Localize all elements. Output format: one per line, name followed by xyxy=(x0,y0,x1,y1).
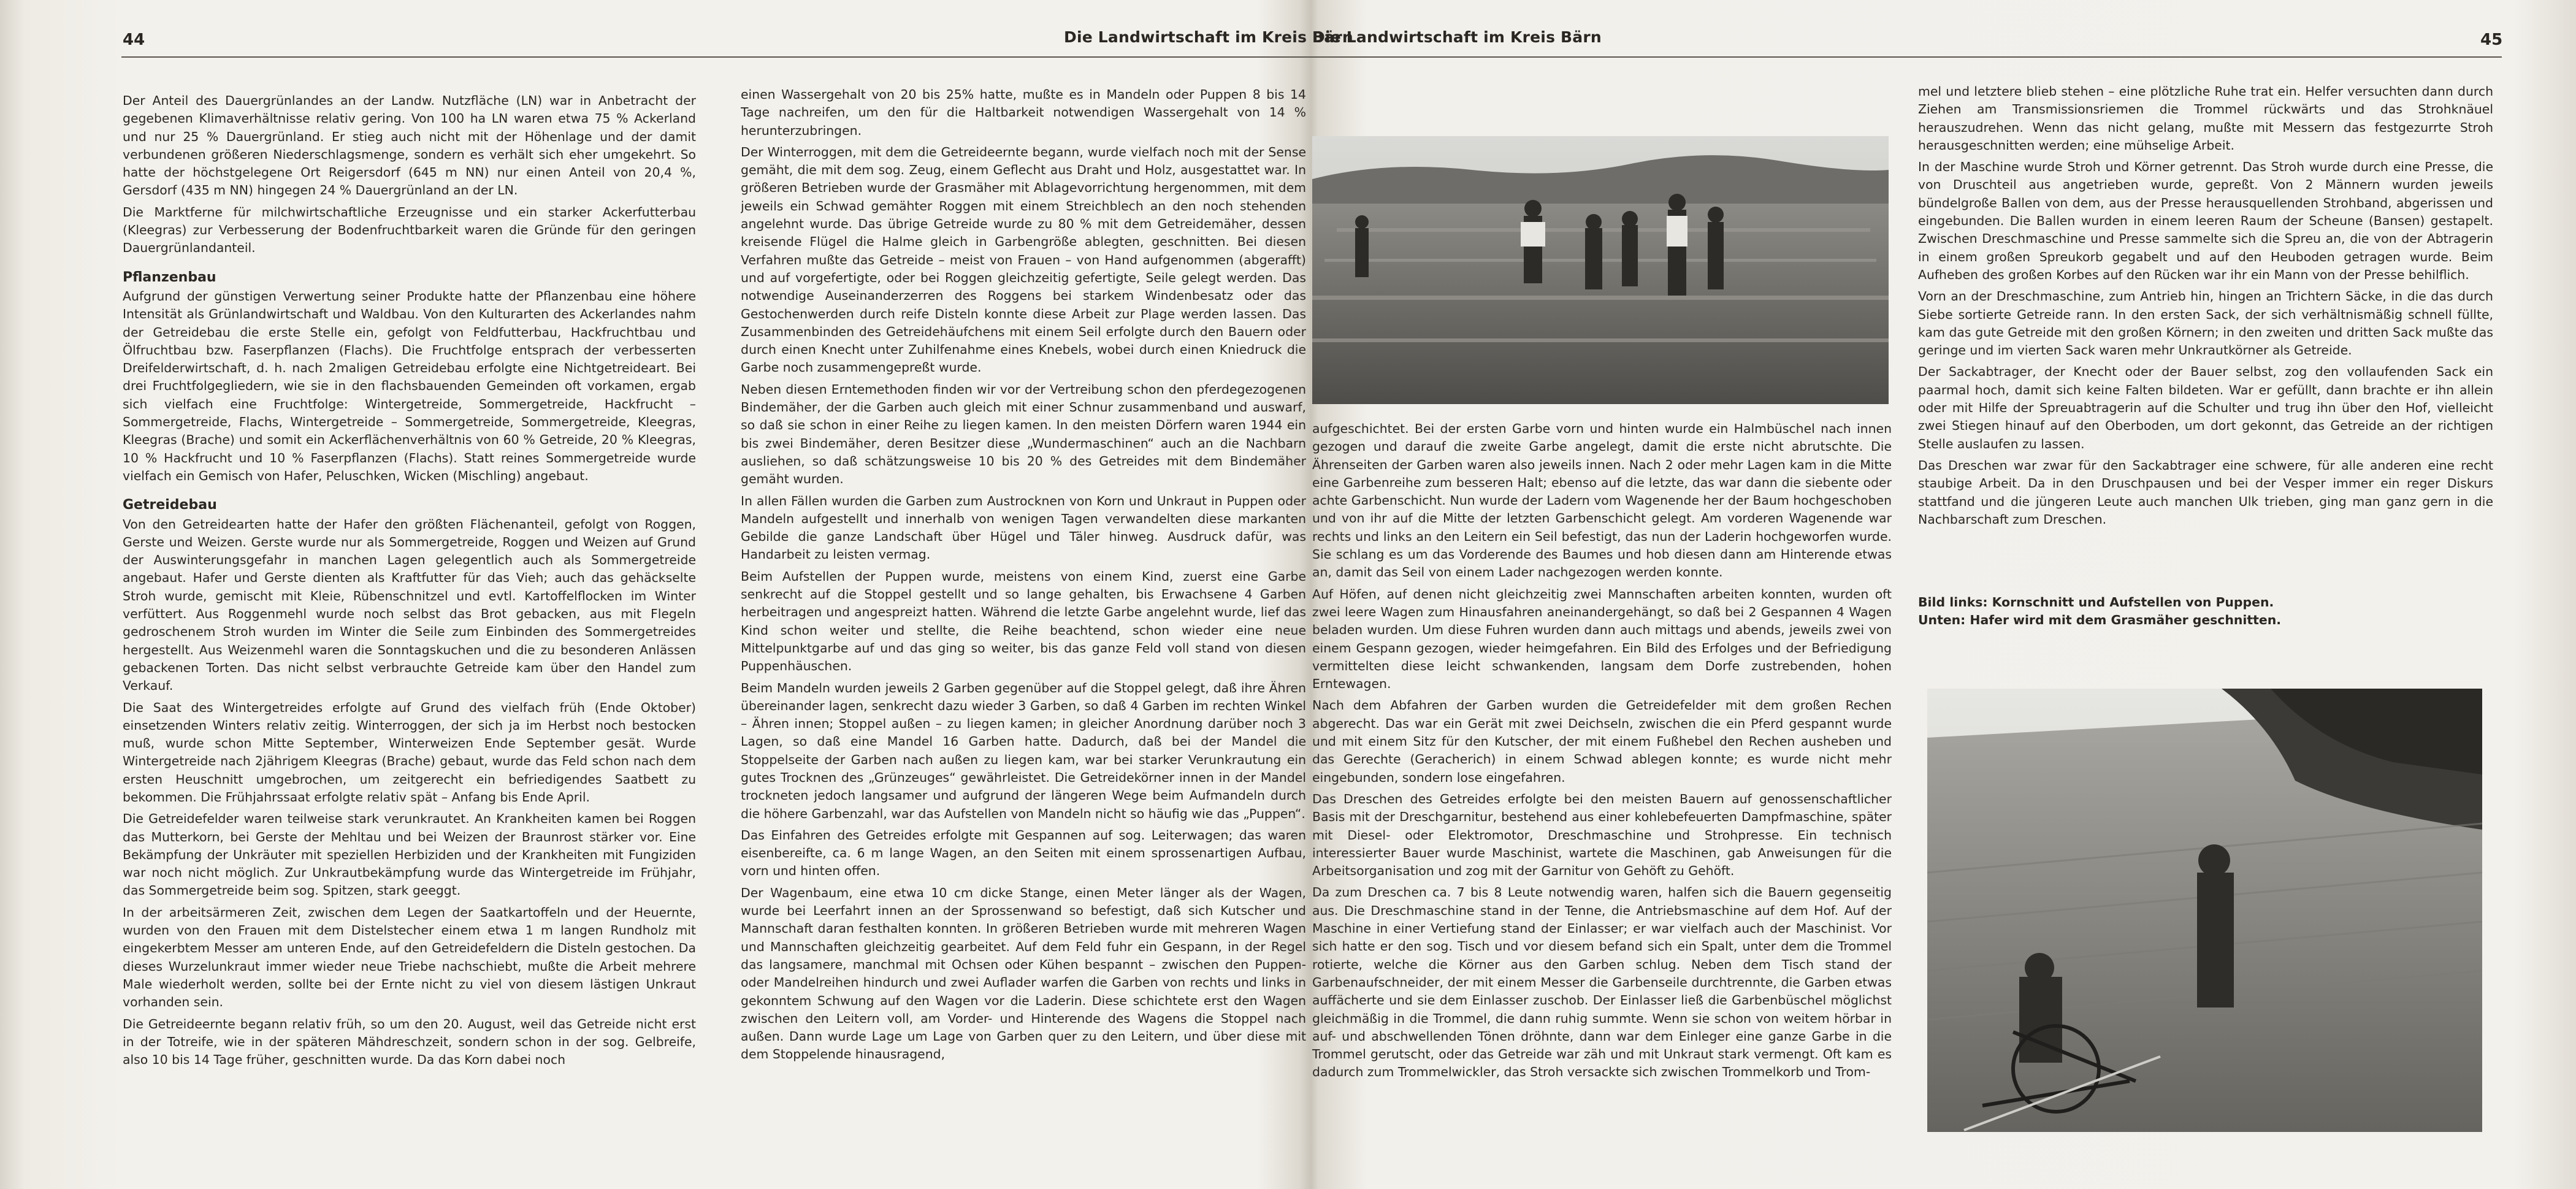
caption-line-1: Bild links: Kornschnitt und Aufstellen von Puppen. xyxy=(1918,595,2274,610)
paragraph: mel und letztere blieb stehen – eine plötzliche Ruhe trat ein. Helfer versuchten dann durch Ziehen am Transmissionsriemen die Trommel rückwärts und das Strohknäuel herauszudrehen. Wenn das nicht gelang, mußte mit Messern das festgezurrte Stroh herausgeschnitten werden; eine mühselige Arbeit. xyxy=(1918,84,2493,153)
running-head-left: Die Landwirtschaft im Kreis Bärn xyxy=(1064,28,1353,46)
paragraph: Das Einfahren des Getreides erfolgte mit Gespannen auf sog. Leiterwagen; das waren eisenbereifte, ca. 6 m lange Wagen, an den Seiten mit einem sprossenartigen Aufbau, vorn und hinten offen. xyxy=(741,827,1306,879)
section-heading-getreidebau: Getreidebau xyxy=(123,497,217,513)
harvest-photo xyxy=(1312,136,1889,404)
paragraph: Die Marktferne für milchwirtschaftliche Erzeugnisse und ein starker Ackerfutterbau (Kleegras) zur Verbesserung der Bodenfruchtbarkeit waren die Gründe für den geringen Dauergrünlandanteil. xyxy=(123,204,696,256)
header-rule-right xyxy=(1312,56,2502,58)
paragraph: Der Winterroggen, mit dem die Getreideernte begann, wurde vielfach noch mit der Sense gemäht, die mit dem sog. Zeug, einem Geflecht aus Draht und Holz, ausgestattet war. In größeren Betrieben wurde der Grasmäher mit Ablagevorrichtung hergenommen, mit dem jeweils ein Schwad gemähter Roggen mit einem Streichblech an den noch stehenden angelehnt wurde. Das übrige Getreide wurde zu 80 % mit dem Getreidemäher, dessen kreisende Flügel die Halme gleich in Garbengröße ablegten, geschnitten. Bei diesen Verfahren mußte das Getreide – meist von Frauen – von Hand aufgenommen (abgerafft) und auf vorgefertigte, oder bei Roggen gleichzeitig gefertigte, Seile gelegt werden. Das notwendige Auseinanderzerren des Roggens bei starkem Windenbesatz oder das Gestochenwerden durch reife Disteln konnte diese Arbeit zur Plage werden lassen. Das Zusammenbinden des Getreidehäufchens mit einem Seil erfolgte durch den Bauern oder durch einen Knecht unter Zuhilfenahme eines Knebels, wobei durch einen Kniedruck die Garbe noch zusammengepreßt wurde. xyxy=(741,144,1306,375)
paragraph: Aufgrund der günstigen Verwertung seiner Produkte hatte der Pflanzenbau eine höhere Intensität als Grünlandwirtschaft und Waldbau. Von den Kulturarten des Ackerlandes nahm der Getreidebau die erste Stelle ein, gefolgt von Feldfutterbau, Hackfruchtbau und Ölfruchtbau bzw. Faserpflanzen (Flachs). Die Fruchtfolge entsprach der verbesserten Dreifelderwirtschaft, d. h. nach 2maligen Getreidebau erfolgte eine Nichtgetreideart. Bei drei Fruchtfolgegliedern, wie sie in den flachsbauenden Gemeinden oft vorkamen, ergab sich vielfach eine Fruchtfolge: Wintergetreide, Sommergetreide, Hackfrucht – Sommergetreide, Flachs, Wintergetreide – Sommergetreide, Sommergetreide, Kleegras, Kleegras (Brache) und somit ein Ackerflächenverhältnis von 60 % Getreide, 20 % Kleegras, 10 % Hackfrucht und 10 % Faserpflanzen (Flachs). Statt reines Sommergetreide wurde vielfach ein Gemisch von Hafer, Peluschken, Wicken (Mischling) angebaut. xyxy=(123,288,696,483)
paragraph: Von den Getreidearten hatte der Hafer den größten Flächenanteil, gefolgt von Roggen, Gerste und Weizen. Gerste wurde nur als Sommergetreide, Roggen und Weizen auf Grund der Auswinterungsgefahr in manchen Lagen gelegentlich auch als Sommergetreide angebaut. Hafer und Gerste dienten als Kraftfutter für das Vieh; auch das gehäckselte Stroh wurde, gemischt mit Kleie, Rübenschnitzel und evtl. Kartoffelflocken im Winter verfüttert. Aus Roggenmehl wurde noch selbst das Brot gebacken, aus mit Flegeln gedroschenem Stroh wurden im Winter die Seile zum Einbinden des Sommergetreides hergestellt. Aus Weizenmehl waren die Sonntagskuchen und die zu besonderen Anlässen gebackenen Torten. Das nicht selbst verbrauchte Getreide kam über den Handel zum Verkauf. xyxy=(123,516,696,694)
paragraph: aufgeschichtet. Bei der ersten Garbe vorn und hinten wurde ein Halmbüschel nach innen gezogen und darauf die zweite Garbe angelegt, damit die erste nicht abrutschte. Die Ährenseiten der Garben waren also jeweils innen. Nach 2 oder mehr Lagen kam in die Mitte eine Garbenreihe zum besseren Halt; ebenso auf die letzte, das war dann die siebente oder achte Garbenschicht. Nun wurde der Ladern vom Wagenende her der Baum hochgeschoben und von ihr auf die Mitte der letzten Garbenschicht gelegt. Am vorderen Wagenende war rechts und links an den Leitern ein Seil befestigt, das nun der Laderin hochgeworfen wurde. Sie schlang es um das Vorderende des Baumes und hob diesen dann am Hinterende etwas an, damit das Seil von einem Lader nachgezogen werden konnte. xyxy=(1312,421,1892,580)
right-column-2 xyxy=(1918,83,2493,586)
paragraph: Der Anteil des Dauergrünlandes an der Landw. Nutzfläche (LN) war in Anbetracht der gegebenen Klimaverhältnisse relativ gering. Von 100 ha LN waren etwa 75 % Ackerland und nur 25 % Dauergrünland. Er stieg auch nicht mit der Höhenlage und der damit verbundenen größeren Niederschlagsmenge, sondern es verhält sich eher umgekehrt. So hatte der höchstgelegene Ort Reigersdorf (645 m NN) nur einen Anteil von 20,4 %, Gersdorf (435 m NN) hingegen 24 % Dauergrünland an der LN. xyxy=(123,93,696,198)
paragraph: Neben diesen Erntemethoden finden wir vor der Vertreibung schon den pferdegezogenen Bindemäher, der die Garben auch gleich mit einer Schnur zusammenband und auswarf, so daß sie schon in einer Reihe zu liegen kamen. In den meisten Dörfern waren 1944 ein bis zwei Bindemäher, deren Besitzer diese „Wundermaschinen“ auch an die Nachbarn ausliehen, so daß schätzungsweise 10 bis 20 % des Getreides mit dem Bindemäher gemäht wurden. xyxy=(741,381,1306,487)
paragraph: Die Saat des Wintergetreides erfolgte auf Grund des vielfach früh (Ende Oktober) einsetzenden Winters relativ zeitig. Winterroggen, der sich ja im Herbst noch bestocken muß, wurde schon Mitte September, Winterweizen Ende September gesät. Wurde Wintergetreide nach 2jährigem Kleegras (Brache) gebaut, wurde das Feld schon nach dem ersten Heuschnitt umgebrochen, um zeitgerecht ein befriedigendes Saatbett zu bekommen. Die Frühjahrssaat erfolgte relativ spät – Anfang bis Ende April. xyxy=(123,700,696,805)
paragraph: Der Sackabtrager, der Knecht oder der Bauer selbst, zog den vollaufenden Sack ein paarmal hoch, damit sich keine Falten bildeten. War er gefüllt, dann brachte er ihn allein oder mit Hilfe der Spreuabtragerin auf die Schulter und trug ihn über den Hof, vielleicht zwei Stiegen hinauf auf den Oberboden, um dort gekonnt, das Getreide an der richtigen Stelle auslaufen zu lassen. xyxy=(1918,364,2493,451)
section-heading-pflanzenbau: Pflanzenbau xyxy=(123,269,216,285)
paragraph: Beim Aufstellen der Puppen wurde, meistens von einem Kind, zuerst eine Garbe senkrecht auf die Stoppel gestellt und so lange gehalten, bis Erwachsene 4 Garben herbeitragen und angespreizt hatten. Während die letzte Garbe angelehnt wurde, lief das Kind schon weiter und stellte, die Reihe beachtend, schon wieder eine neue Mittelpunktgarbe auf und das ging so weiter, bis das ganze Feld voll stand von diesen Puppenhäuschen. xyxy=(741,568,1306,674)
paragraph: Nach dem Abfahren der Garben wurden die Getreidefelder mit dem großen Rechen abgerecht. Das war ein Gerät mit zwei Deichseln, zwischen die ein Pferd gespannt wurde und mit einem Sitz für den Kutscher, der mit einem Fußhebel den Rechen ausheben und das Gerechte (Geracherich) in einem Schwad ablegen konnte; es wurde nicht mehr eingebunden, sondern lose eingefahren. xyxy=(1312,698,1892,785)
paragraph: Beim Mandeln wurden jeweils 2 Garben gegenüber auf die Stoppel gelegt, daß ihre Ähren übereinander lagen, senkrecht dazu wieder 3 Garben, so daß 4 Garben im rechten Winkel – Ähren innen; Stoppel außen – zu liegen kamen; in gleicher Anordnung darüber noch 3 Lagen, so daß eine Mandel 16 Garben hatte. Dadurch, daß bei der Mandel die Stoppelseite der Garben nach außen zu liegen kam, war bei starker Verunkrautung ein gutes Trocknen des „Grünzeuges“ gewährleistet. Die Getreidekörner innen in der Mandel trockneten jedoch langsamer und aufgrund der längeren Wege beim Aufmandeln durch die höhere Garbenzahl, war das Aufstellen von Mandeln nicht so häufig wie das „Puppen“. xyxy=(741,680,1306,821)
paragraph: einen Wassergehalt von 20 bis 25% hatte, mußte es in Mandeln oder Puppen 8 bis 14 Tage nachreifen, um den für die Haltbarkeit notwendigen Wassergehalt von 14 % herunterzubringen. xyxy=(741,87,1306,138)
paragraph: Vorn an der Dreschmaschine, zum Antrieb hin, hingen an Trichtern Säcke, in die das durch Siebe sortierte Getreide rann. In den ersten Sack, der sich verhältnismäßig schnell füllte, kam das gute Getreide mit den großen Körnern; in den zweiten und dritten Sack mußte das geringe und im vierten Sack waren mehr Unkrautkörner als Getreide. xyxy=(1918,289,2493,358)
paragraph: In der Maschine wurde Stroh und Körner getrennt. Das Stroh wurde durch eine Presse, die von Druschteil aus angetrieben wurde, gepreßt. Von 2 Männern wurden jeweils bündelgroße Ballen von dem, aus der Presse herausquellenden Strohband, abgerissen und eingebunden. Die Ballen wurden in einem leeren Raum der Scheune (Bansen) gestapelt. Zwischen Dreschmaschine und Presse sammelte sich die Spreu an, die von der Abtragerin in einem großen Spreukorb gegabelt und auf den Heuboden getragen wurde. Beim Aufheben des großen Korbes auf den Rücken war ihr ein Mann von der Presse behilflich. xyxy=(1918,159,2493,282)
right-column-1 xyxy=(1312,420,1892,1147)
paragraph: Die Getreideernte begann relativ früh, so um den 20. August, weil das Getreide nicht erst in der Totreife, wie in der späteren Mähdreschzeit, sondern schon in der sog. Gelbreife, also 10 bis 14 Tage früher, geschnitten wurde. Da das Korn dabei noch xyxy=(123,1016,696,1068)
left-column-1 xyxy=(123,92,696,1147)
page-number-right: 45 xyxy=(2480,31,2503,49)
paragraph: Da zum Dreschen ca. 7 bis 8 Leute notwendig waren, halfen sich die Bauern gegenseitig aus. Die Dreschmaschine stand in der Tenne, die Antriebsmaschine auf dem Hof. Auf der Maschine in einer Vertiefung stand der Einlasser; er war vielfach auch der Maschinist. Vor sich hatte er den sog. Tisch und vor diesem befand sich ein Spalt, unter dem die Trommel rotierte, welche die Körner aus den Garben schlug. Neben dem Tisch stand der Garbenaufschneider, der mit einem Messer die Garbenseile durchtrennte, die Garben etwas auffächerte und sie dem Einlasser zuschob. Der Einlasser ließ die Garbenbüschel möglichst gleichmäßig in die Trommel, die dann ruhig summte. Wenn sie schon von weitem hörbar in auf- und abschwellenden Tönen dröhnte, dann war dem Einleger eine ganze Garbe in die Trommel gerutscht, oder das Getreide war zäh und mit Unkraut stark vermengt. Oft kam es dadurch zum Trommelwickler, das Stroh versackte sich zwischen Trommelkorb und Trom- xyxy=(1312,885,1892,1080)
paragraph: In allen Fällen wurden die Garben zum Austrocknen von Korn und Unkraut in Puppen oder Mandeln aufgestellt und innerhalb von wenigen Tagen verwandelten diese markanten Gebilde die ganze Landschaft über Hügel und Täler hinweg. Ausdruck dafür, was Handarbeit zu leisten vermag. xyxy=(741,493,1306,562)
page-number-left: 44 xyxy=(123,31,145,49)
paragraph: Der Wagenbaum, eine etwa 10 cm dicke Stange, einen Meter länger als der Wagen, wurde bei Leerfahrt innen an der Sprossenwand so befestigt, daß sich Kutscher und Mannschaft daran festhalten konnten. In größeren Betrieben wurde mit mehreren Wagen und Mannschaften gleichzeitig gearbeitet. Auf dem Feld fuhr ein Gespann, in der Regel das langsamere, manchmal mit Ochsen oder Kühen bespannt – zwischen den Puppen- oder Mandelreihen hindurch und zwei Auflader warfen die Garben von rechts und links in gekonntem Schwung auf den Wagen vor die Laderin. Diese schichtete erst den Wagen zwischen den Leitern voll, am Vorder- und Hinterende des Wagens die Stoppel nach außen. Dann wurde Lage um Lage von Garben quer zu den Leitern, und über diese mit dem Stoppelende hinausragend, xyxy=(741,885,1306,1062)
photo-caption xyxy=(1918,594,2494,629)
paragraph: Das Dreschen war zwar für den Sackabtrager eine schwere, für alle anderen eine recht staubige Arbeit. Da in den Druschpausen und bei der Vesper immer ein reger Diskurs stattfand und die jüngeren Leute auch manchen Ulk trieben, ging man ganz gern in die Nachbarschaft zum Dreschen. xyxy=(1918,457,2493,527)
right-page xyxy=(1312,0,2576,1189)
mowing-photo xyxy=(1927,689,2482,1132)
paragraph: Auf Höfen, auf denen nicht gleichzeitig zwei Mannschaften arbeiten konnten, wurden oft zwei leere Wagen zum Hinausfahren aneinandergehängt, so daß bei 2 Gespannen 4 Wagen beladen wurden. Um diese Fuhren wurden dann auch mittags und abends, jeweils zwei von einem Gespann gezogen, wieder heimgefahren. Ein Bild des Erfolges und der Befriedigung vermittelten diese leicht schwankenden, langsam dem Dorfe zustrebenden, hohen Erntewagen. xyxy=(1312,586,1892,692)
running-head-right: Die Landwirtschaft im Kreis Bärn xyxy=(1312,28,1602,46)
header-rule-left xyxy=(121,56,1312,58)
caption-line-2: Unten: Hafer wird mit dem Grasmäher geschnitten. xyxy=(1918,613,2281,627)
paragraph: Das Dreschen des Getreides erfolgte bei den meisten Bauern auf genossenschaftlicher Basis mit der Dreschgarnitur, bestehend aus einer kohlebefeuerten Dampfmaschine, später mit Diesel- oder Elektromotor, Dreschmaschine und Strohpresse. Ein technisch interessierter Bauer wurde Maschinist, wartete die Maschinen, gab Anweisungen für die Arbeitsorganisation und zog mit der Garnitur von Gehöft zu Gehöft. xyxy=(1312,791,1892,879)
paragraph: Die Getreidefelder waren teilweise stark verunkrautet. An Krankheiten kamen bei Roggen das Mutterkorn, bei Gerste der Mehltau und bei Weizen der Braunrost stärker vor. Eine Bekämpfung der Unkräuter mit speziellen Herbiziden und der Krankheiten mit Fungiziden war noch nicht möglich. Zur Unkrautbekämpfung wurde das Wintergetreide im Frühjahr, das Sommergetreide beim sog. Spitzen, stark geeggt. xyxy=(123,811,696,898)
left-column-2 xyxy=(741,86,1306,1147)
paragraph: In der arbeitsärmeren Zeit, zwischen dem Legen der Saatkartoffeln und der Heuernte, wurden von den Frauen mit dem Distelstecher einem etwa 1 m langen Rundholz mit eingekerbtem Messer am unteren Ende, auf den Getreidefeldern die Disteln gestochen. Da dieses Wurzelunkraut immer wieder neue Triebe nachschiebt, mußte die Arbeit mehrere Male wiederholt werden, sollte bei der Ernte nicht zu viel von diesem lästigen Unkraut vorhanden sein. xyxy=(123,904,696,1010)
